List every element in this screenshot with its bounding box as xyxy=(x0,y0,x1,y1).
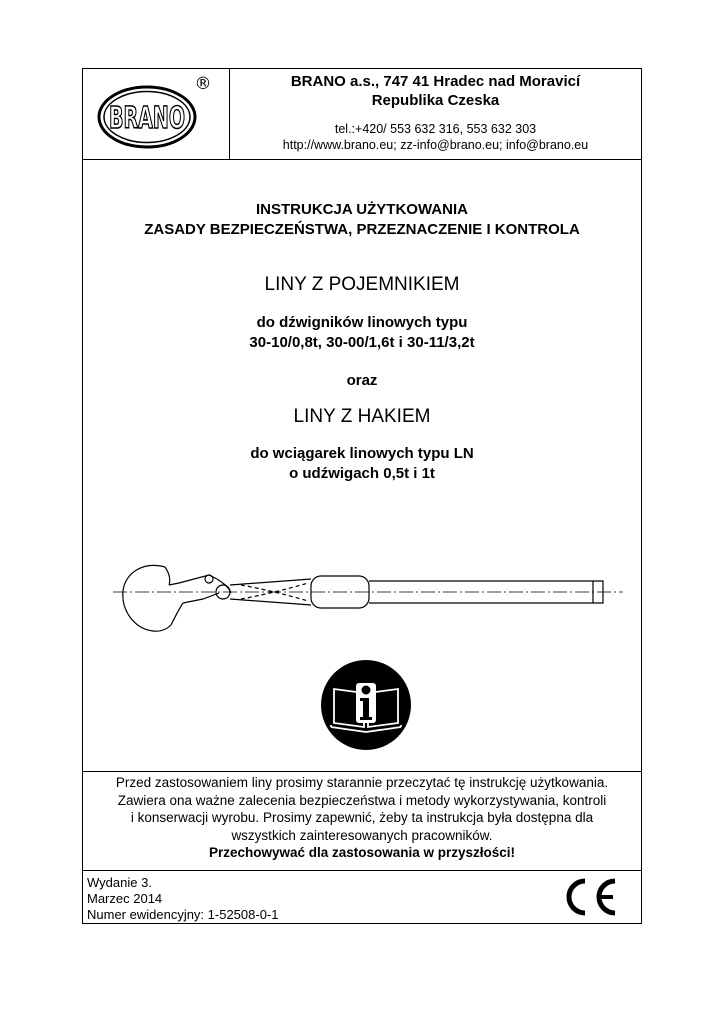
logo-text: BRANO xyxy=(109,101,185,136)
company-country: Republika Czeska xyxy=(371,92,500,109)
logo-cell xyxy=(83,69,230,159)
notice-line-4: wszystkich zainteresowanych pracowników. xyxy=(231,827,493,843)
footer-info xyxy=(87,875,278,923)
title-line-2: ZASADY BEZPIECZEŃSTWA, PRZEZNACZENIE I KONTROLA xyxy=(144,221,580,238)
company-phone: tel.:+420/ 553 632 316, 553 632 303 xyxy=(334,122,537,136)
company-web-email: http://www.brano.eu; zz-info@brano.eu; info@brano.eu xyxy=(282,138,589,152)
header xyxy=(83,69,641,160)
product2-desc-line-2: o udźwigach 0,5t i 1t xyxy=(289,465,435,482)
product2-description xyxy=(83,444,641,484)
registered-mark: ® xyxy=(194,74,212,94)
edition: Wydanie 3. xyxy=(87,875,152,890)
product1-name: LINY Z POJEMNIKIEM xyxy=(264,274,460,295)
company-info xyxy=(230,69,641,159)
notice-line-3: i konserwacji wyrobu. Prosimy zapewnić, żeby ta instrukcja była dostępna dla xyxy=(130,810,594,825)
rope-with-hook-drawing xyxy=(113,559,623,649)
usage-notice xyxy=(83,771,641,871)
title-line-1: INSTRUKCJA UŻYTKOWANIA xyxy=(256,201,468,218)
product1-description xyxy=(83,313,641,353)
ce-mark-icon xyxy=(558,877,620,917)
product2-desc-line-1: do wciągarek linowych typu LN xyxy=(250,445,474,462)
document-title xyxy=(83,200,641,240)
notice-line-1: Przed zastosowaniem liny prosimy starannie przeczytać tę instrukcję użytkowania. xyxy=(115,775,609,790)
info-book-icon xyxy=(320,659,412,751)
brano-logo xyxy=(83,69,229,159)
connector-text: oraz xyxy=(346,372,378,389)
product1-desc-line-1: do dźwigników linowych typu xyxy=(256,314,468,331)
notice-line-2: Zawiera ona ważne zalecenia bezpieczeństwa i metody wykorzystywania, kontroli xyxy=(117,792,607,808)
company-address: BRANO a.s., 747 41 Hradec nad Moravicí xyxy=(290,73,581,90)
product1-desc-line-2: 30-10/0,8t, 30-00/1,6t i 30-11/3,2t xyxy=(249,334,475,351)
product2-name: LINY Z HAKIEM xyxy=(293,406,431,427)
notice-line-5: Przechowywać dla zastosowania w przyszłości! xyxy=(208,845,516,860)
document-frame xyxy=(82,68,642,924)
edition-date: Marzec 2014 xyxy=(87,891,163,906)
record-number: Numer ewidencyjny: 1-52508-0-1 xyxy=(87,907,279,922)
